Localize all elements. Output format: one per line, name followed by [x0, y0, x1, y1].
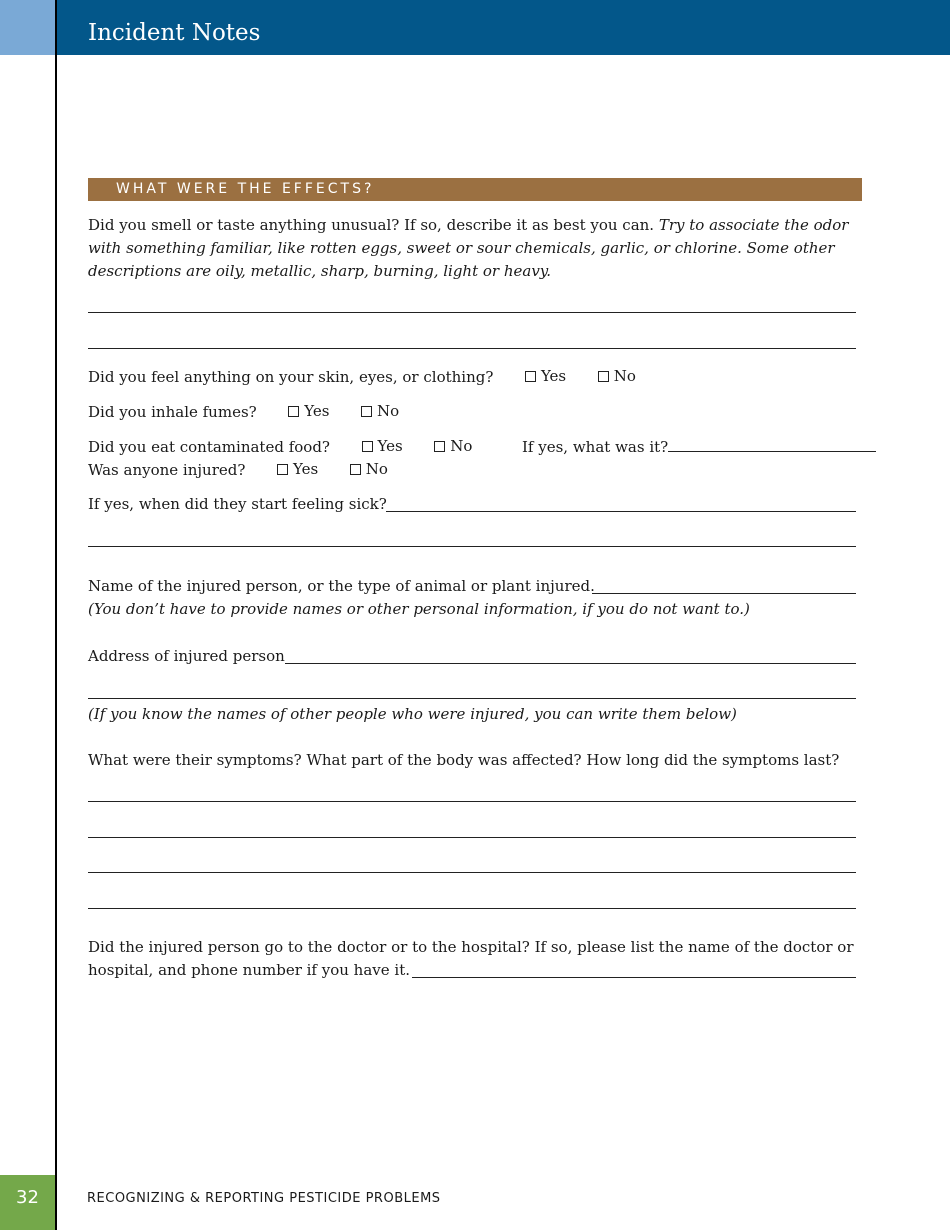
food-yes-label: Yes: [377, 437, 403, 455]
inhale-no-option[interactable]: [361, 400, 399, 423]
page-title: Incident Notes: [88, 20, 261, 46]
smell-question: [88, 214, 862, 283]
injured-yes-option[interactable]: [277, 458, 318, 481]
inhale-yes-checkbox[interactable]: [288, 406, 299, 417]
food-yes-checkbox[interactable]: [362, 441, 373, 452]
inhale-question-text: Did you inhale fumes?: [88, 403, 257, 421]
smell-answer-line-2[interactable]: [88, 348, 856, 349]
smell-question-text: Did you smell or taste anything unusual? If so, describe it as best you can.: [88, 216, 655, 234]
symptoms-question: What were their symptoms? What part of the body was affected? How long did the symptoms last?: [88, 751, 840, 769]
sick-answer-line-2[interactable]: [88, 546, 856, 547]
name-question: [88, 575, 862, 598]
inhale-yes-label: Yes: [304, 402, 330, 420]
name-question-note: (You don’t have to provide names or other personal information, if you do not want to.): [88, 600, 750, 618]
injured-question: [88, 458, 862, 482]
inhale-no-checkbox[interactable]: [361, 406, 372, 417]
page-number: 32: [0, 1175, 55, 1230]
injured-question-text: Was anyone injured?: [88, 461, 246, 479]
injured-no-label: No: [365, 460, 388, 478]
address-question-note: (If you know the names of other people who were injured, you can write them below): [88, 705, 737, 723]
sick-answer-line-1[interactable]: [386, 511, 856, 512]
address-answer-line-1[interactable]: [285, 663, 856, 664]
symptoms-answer-line-3[interactable]: [88, 872, 856, 873]
food-question-text: Did you eat contaminated food?: [88, 438, 330, 456]
injured-no-option[interactable]: [350, 458, 388, 481]
doctor-answer-line[interactable]: [412, 977, 856, 978]
food-no-checkbox[interactable]: [434, 441, 445, 452]
injured-yes-checkbox[interactable]: [277, 464, 288, 475]
food-no-option[interactable]: [434, 435, 472, 458]
food-followup-answer-line[interactable]: [668, 435, 876, 452]
inhale-no-label: No: [377, 402, 400, 420]
header-corner-block: [0, 0, 55, 55]
smell-question-hint: Try to associate the odor with something familiar, like rotten eggs, sweet or sour chemicals, garlic, or chlorine. Some other descriptions are oily, metallic, sharp, burning, light or heavy.: [88, 216, 849, 280]
skin-yes-option[interactable]: [525, 365, 566, 388]
skin-no-checkbox[interactable]: [598, 371, 609, 382]
smell-answer-line-1[interactable]: [88, 312, 856, 313]
food-no-label: No: [450, 437, 473, 455]
margin-line: [55, 0, 57, 1230]
sick-question-text: If yes, when did they start feeling sick?: [88, 495, 387, 513]
food-yes-option[interactable]: [362, 435, 403, 458]
name-question-text: Name of the injured person, or the type of animal or plant injured.: [88, 577, 595, 595]
address-question: [88, 645, 862, 668]
doctor-question-line-2: hospital, and phone number if you have it.: [88, 961, 410, 979]
address-question-text: Address of injured person: [88, 647, 285, 665]
skin-yes-checkbox[interactable]: [525, 371, 536, 382]
skin-question-text: Did you feel anything on your skin, eyes, or clothing?: [88, 368, 494, 386]
food-question: [88, 435, 862, 459]
inhale-question: [88, 400, 862, 424]
sick-question: [88, 493, 862, 516]
food-followup-text: If yes, what was it?: [522, 438, 669, 456]
inhale-yes-option[interactable]: [288, 400, 329, 423]
footer-title: RECOGNIZING & REPORTING PESTICIDE PROBLEMS: [87, 1191, 441, 1206]
name-answer-line[interactable]: [592, 593, 856, 594]
skin-no-option[interactable]: [598, 365, 636, 388]
symptoms-answer-line-1[interactable]: [88, 801, 856, 802]
skin-question: [88, 365, 862, 389]
address-answer-line-2[interactable]: [88, 698, 856, 699]
doctor-question-line-1: Did the injured person go to the doctor or to the hospital? If so, please list the name of the doctor or: [88, 938, 854, 956]
symptoms-answer-line-2[interactable]: [88, 837, 856, 838]
injured-yes-label: Yes: [292, 460, 319, 478]
skin-no-label: No: [613, 367, 636, 385]
section-heading: WHAT WERE THE EFFECTS?: [88, 178, 862, 201]
symptoms-answer-line-4[interactable]: [88, 908, 856, 909]
skin-yes-label: Yes: [540, 367, 567, 385]
injured-no-checkbox[interactable]: [350, 464, 361, 475]
